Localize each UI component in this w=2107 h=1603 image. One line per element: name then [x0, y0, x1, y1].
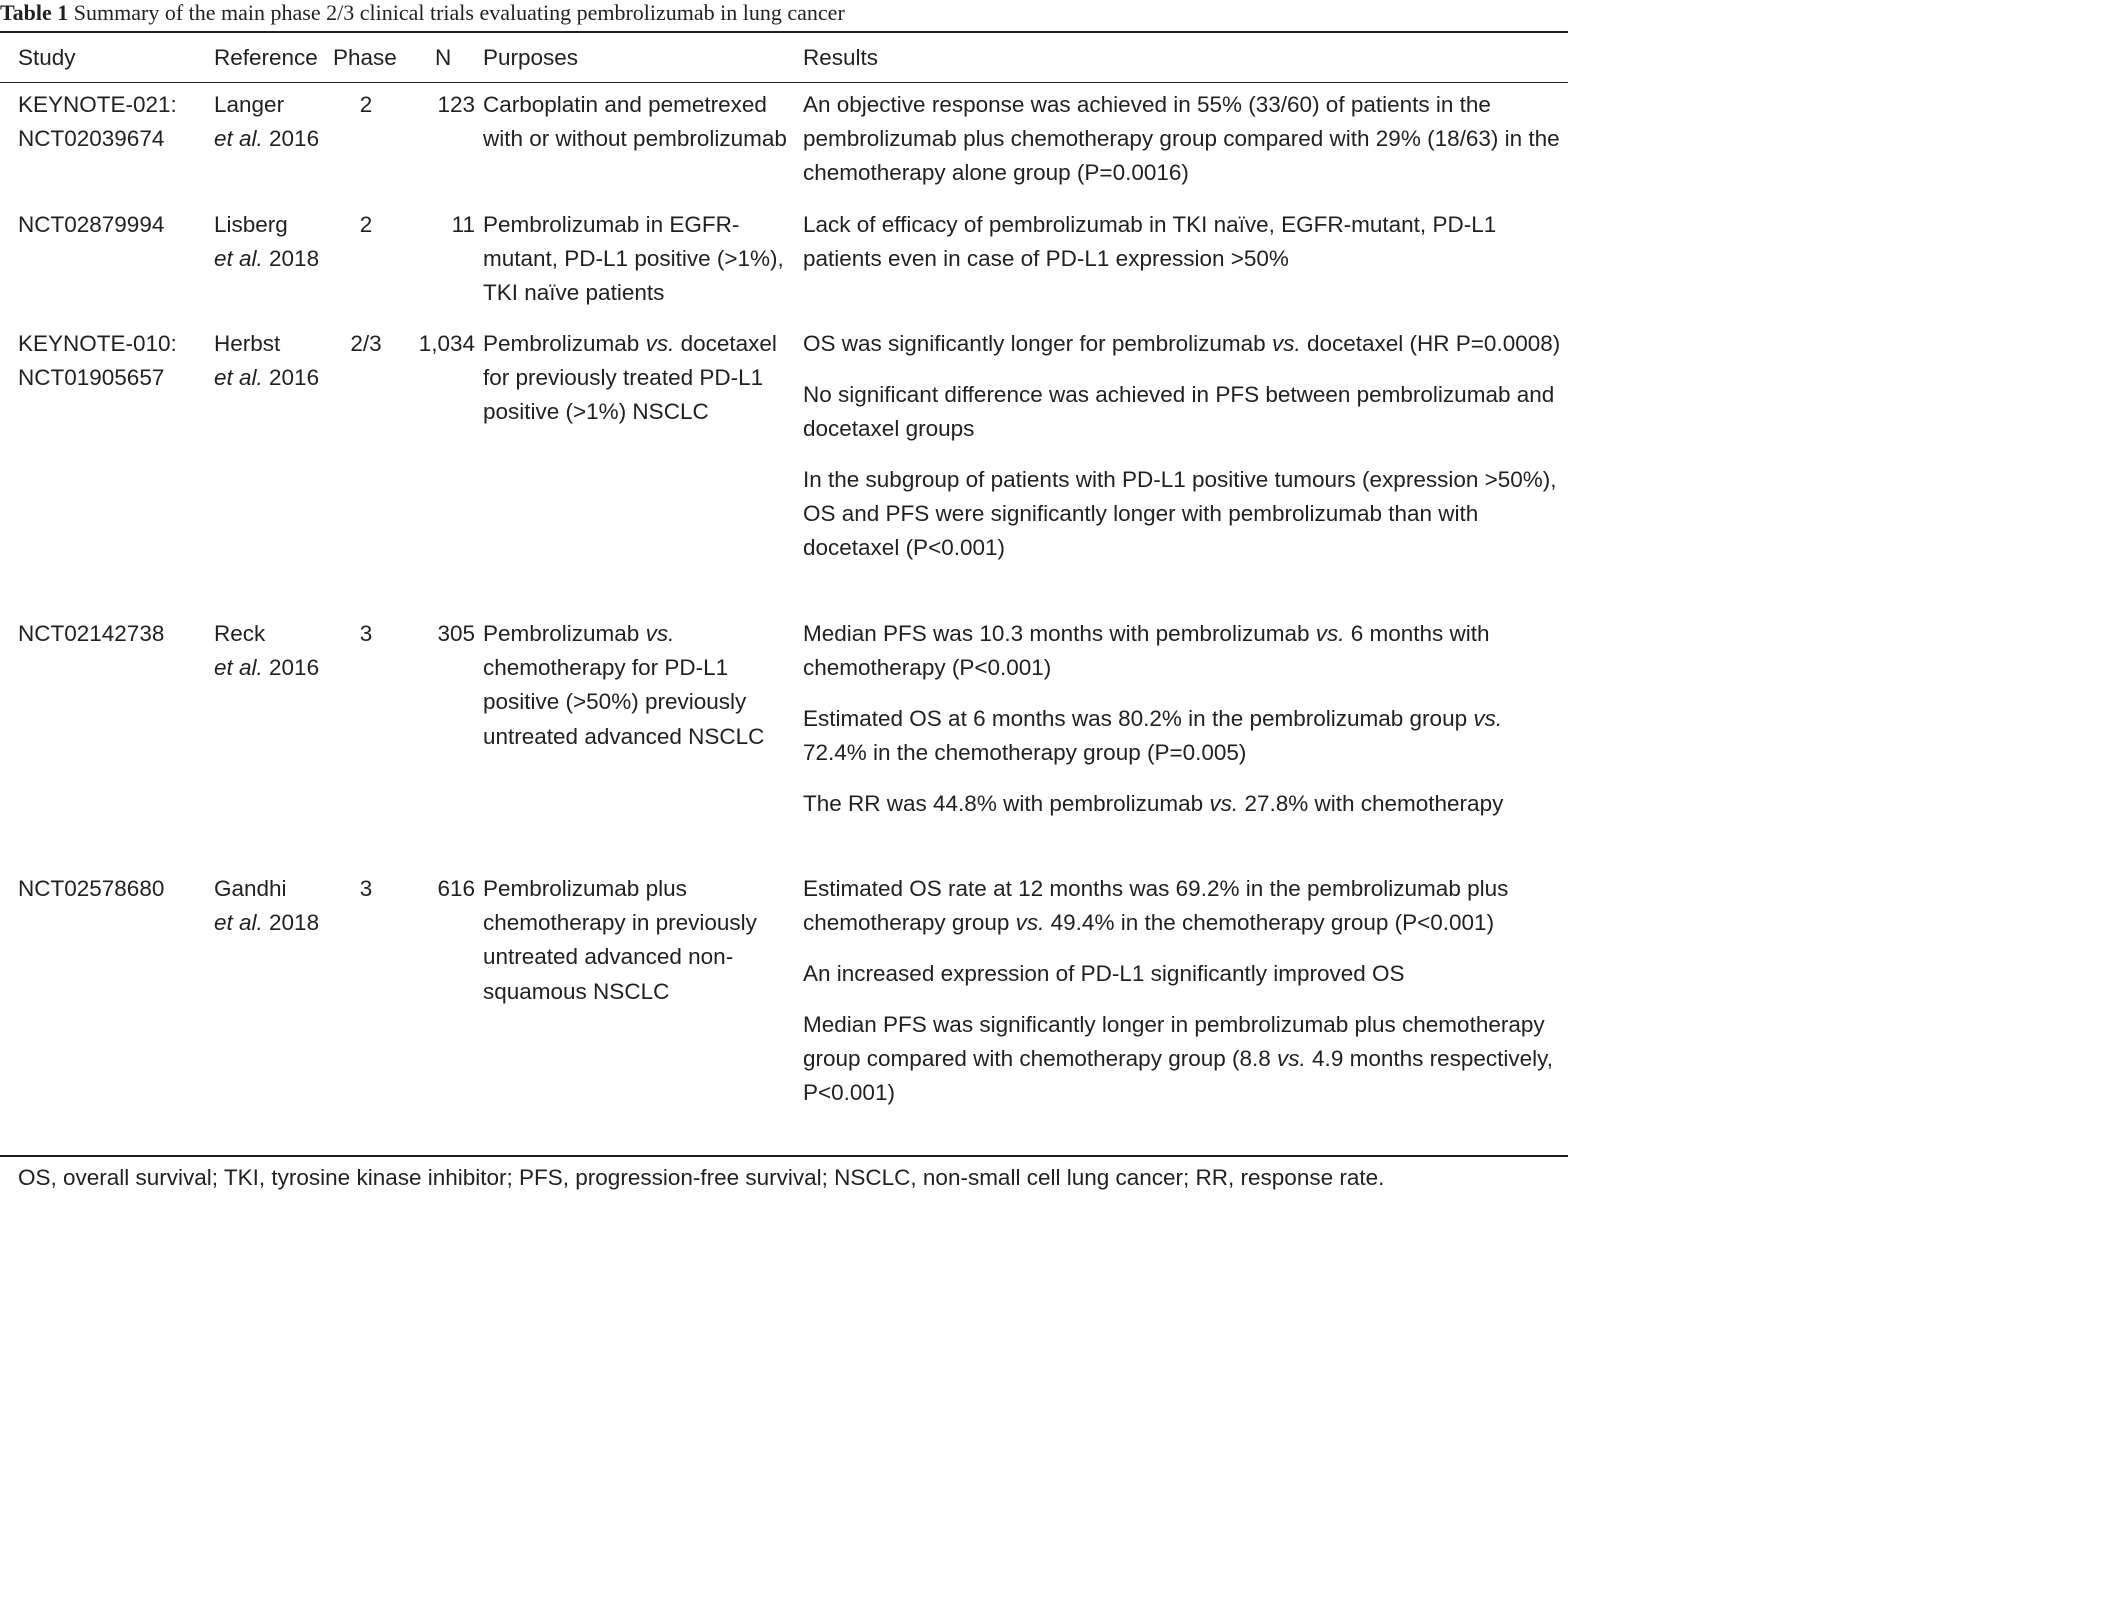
purposes-cell — [483, 327, 791, 430]
italic-text: vs. — [1277, 1046, 1306, 1071]
text-segment: OS was significantly longer for pembrolizumab — [803, 331, 1272, 356]
reference-citation — [214, 242, 342, 276]
table-bottom-rule — [0, 1155, 1568, 1157]
reference-citation — [214, 651, 342, 685]
study-cell — [18, 88, 208, 156]
text-segment: 49.4% in the chemotherapy group (P<0.001) — [1044, 910, 1495, 936]
text-segment: Pembrolizumab in EGFR-mutant, PD-L1 positive (>1%), TKI naïve patients — [483, 212, 784, 306]
table-top-rule — [0, 31, 1568, 33]
text-segment: 72.4% in the chemotherapy group (P=0.005) — [803, 740, 1247, 766]
header-purposes: Purposes — [483, 45, 579, 70]
italic-text: vs. — [1015, 910, 1045, 936]
text-segment: The RR was 44.8% with pembrolizumab — [803, 791, 1210, 816]
results-cell — [803, 327, 1563, 565]
table-row — [0, 88, 1568, 208]
results-cell — [803, 872, 1563, 1110]
et-al-text: et al. — [214, 126, 263, 152]
text-segment: An objective response was achieved in 55% (33/60) of patients in the pembrolizumab plus chemotherapy group compared with 29% (18/63) in the chemotherapy alone group (P=0.0016) — [803, 92, 1560, 186]
header-rule — [0, 82, 1568, 83]
purposes-cell — [483, 88, 791, 156]
phase-cell: 2 — [359, 92, 373, 117]
text-segment: Carboplatin and pemetrexed with or without pembrolizumab — [483, 92, 787, 152]
reference-author: Langer — [214, 92, 285, 117]
text-segment: docetaxel for previously treated PD-L1 positive (>1%) NSCLC — [483, 331, 777, 425]
study-id: NCT02039674 — [18, 126, 165, 152]
reference-year: 2018 — [262, 246, 320, 272]
header-study: Study — [18, 45, 76, 70]
table-row — [0, 617, 1568, 872]
phase-cell: 2 — [359, 212, 373, 237]
results-cell — [803, 208, 1563, 276]
result-paragraph — [803, 327, 1563, 361]
phase-cell: 2/3 — [350, 331, 382, 356]
text-segment: 27.8% with chemotherapy — [1238, 791, 1504, 816]
text-segment: Lack of efficacy of pembrolizumab in TKI naïve, EGFR-mutant, PD-L1 patients even in case of PD-L1 expression >50% — [803, 212, 1497, 272]
header-n: N — [435, 45, 452, 70]
reference-author: Reck — [214, 621, 266, 646]
reference-citation — [214, 361, 342, 395]
n-cell: 11 — [451, 212, 475, 237]
study-cell — [18, 617, 208, 651]
result-paragraph — [803, 1008, 1563, 1111]
italic-text: vs. — [645, 621, 675, 646]
table-label: Table 1 — [0, 0, 69, 25]
study-id: NCT02142738 — [18, 621, 165, 646]
study-cell — [18, 872, 208, 906]
reference-citation — [214, 906, 342, 940]
reference-cell — [214, 327, 342, 395]
reference-year: 2018 — [262, 910, 320, 936]
text-segment: Estimated OS rate at 12 months was 69.2% in the pembrolizumab plus chemotherapy group — [803, 876, 1509, 936]
text-segment: chemotherapy for PD-L1 positive (>50%) previously untreated advanced NSCLC — [483, 655, 765, 749]
result-paragraph — [803, 702, 1563, 770]
reference-cell — [214, 88, 342, 156]
purposes-cell — [483, 208, 791, 311]
text-segment: Pembrolizumab — [483, 331, 646, 356]
result-paragraph — [803, 872, 1563, 940]
et-al-text: et al. — [214, 246, 263, 272]
table-row — [0, 872, 1568, 1134]
et-al-text: et al. — [214, 910, 263, 936]
reference-cell — [214, 872, 342, 940]
text-segment: In the subgroup of patients with PD-L1 positive tumours (expression >50%), OS and PFS were significantly longer with pembrolizumab than with docetaxel (P<0.001) — [803, 466, 1557, 561]
text-segment: Pembrolizumab — [483, 621, 646, 646]
reference-author: Gandhi — [214, 876, 287, 901]
header-phase: Phase — [333, 45, 397, 70]
purposes-cell — [483, 617, 791, 754]
et-al-text: et al. — [214, 655, 263, 681]
text-segment: An increased expression of PD-L1 significantly improved OS — [803, 961, 1405, 986]
table-row — [0, 208, 1568, 327]
study-id: NCT01905657 — [18, 365, 165, 391]
italic-text: vs. — [1315, 621, 1345, 646]
n-cell: 305 — [437, 621, 475, 646]
reference-year: 2016 — [262, 655, 320, 681]
table-footnote: OS, overall survival; TKI, tyrosine kinase inhibitor; PFS, progression-free survival; NSCLC, non-small cell lung cancer; RR, response rate. — [18, 1165, 1385, 1190]
result-paragraph — [803, 378, 1563, 446]
study-id: KEYNOTE-021: — [18, 92, 177, 117]
et-al-text: et al. — [214, 365, 263, 391]
text-segment: Estimated OS at 6 months was 80.2% in the pembrolizumab group — [803, 706, 1474, 731]
study-cell — [18, 327, 208, 395]
text-segment: Median PFS was 10.3 months with pembrolizumab — [803, 621, 1316, 646]
trials-table-body — [0, 88, 1568, 1134]
text-segment: Median PFS was significantly longer in pembrolizumab plus chemotherapy group compared with chemotherapy group (8.8 — [803, 1011, 1545, 1071]
result-paragraph — [803, 88, 1563, 191]
header-results: Results — [803, 45, 879, 70]
reference-citation — [214, 122, 342, 156]
results-cell — [803, 617, 1563, 821]
result-paragraph — [803, 617, 1563, 685]
phase-cell: 3 — [359, 621, 373, 646]
n-cell: 616 — [437, 876, 475, 901]
table-row — [0, 327, 1568, 617]
table-title: Summary of the main phase 2/3 clinical trials evaluating pembrolizumab in lung cancer — [73, 0, 845, 25]
header-reference: Reference — [214, 45, 318, 70]
text-segment: 4.9 months respectively, P<0.001) — [803, 1046, 1553, 1106]
reference-year: 2016 — [262, 365, 320, 391]
italic-text: vs. — [1209, 791, 1239, 816]
n-cell: 1,034 — [418, 331, 475, 356]
italic-text: vs. — [1271, 331, 1301, 356]
text-segment: 6 months with chemotherapy (P<0.001) — [803, 621, 1490, 681]
n-cell: 123 — [437, 92, 475, 117]
purposes-cell — [483, 872, 791, 1009]
result-paragraph — [803, 208, 1563, 276]
italic-text: vs. — [645, 331, 675, 356]
reference-year: 2016 — [262, 126, 320, 152]
text-segment: docetaxel (HR P=0.0008) — [1300, 331, 1561, 356]
italic-text: vs. — [1473, 706, 1503, 731]
reference-author: Lisberg — [214, 212, 288, 237]
text-segment: No significant difference was achieved in PFS between pembrolizumab and docetaxel groups — [803, 381, 1555, 441]
result-paragraph — [803, 957, 1563, 991]
reference-cell — [214, 208, 342, 276]
study-cell — [18, 208, 208, 242]
reference-author: Herbst — [214, 331, 281, 356]
results-cell — [803, 88, 1563, 191]
reference-cell — [214, 617, 342, 685]
study-id: NCT02879994 — [18, 212, 165, 237]
text-segment: Pembrolizumab plus chemotherapy in previously untreated advanced non-squamous NSCLC — [483, 876, 757, 1004]
result-paragraph — [803, 787, 1563, 821]
result-paragraph — [803, 463, 1563, 566]
study-id: NCT02578680 — [18, 876, 165, 901]
phase-cell: 3 — [359, 876, 373, 901]
table-caption — [0, 0, 845, 28]
study-id: KEYNOTE-010: — [18, 331, 177, 356]
